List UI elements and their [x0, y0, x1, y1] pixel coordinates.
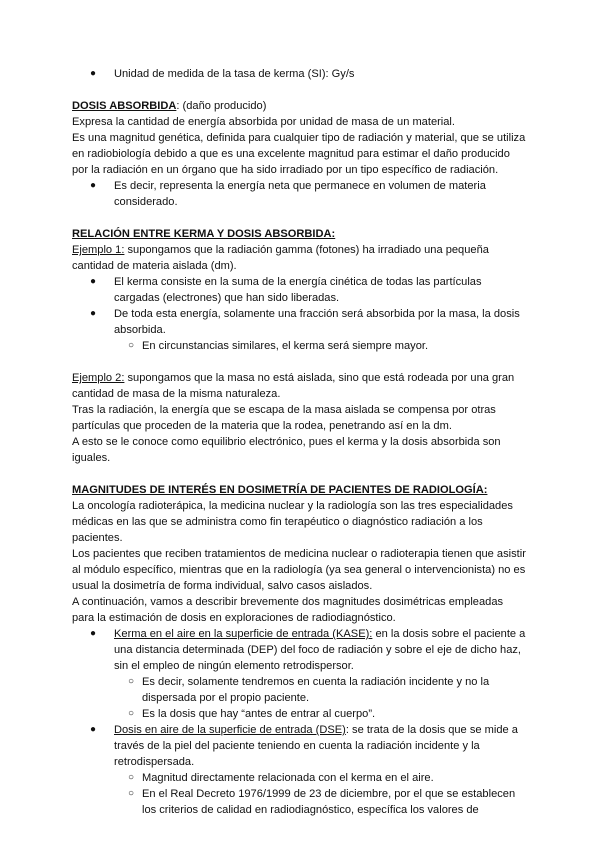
list-item	[72, 722, 528, 770]
list-item-text: : se trata de la dosis que se mide a través de la piel del paciente teniendo en cuenta la radiación incidente y la retrodispersada.	[114, 724, 518, 768]
document-page	[72, 66, 528, 818]
bullet-icon: ●	[90, 180, 97, 191]
sub-list-item	[72, 338, 528, 354]
bullet-icon: ●	[90, 68, 97, 79]
paragraph: Los pacientes que reciben tratamientos de medicina nuclear o radioterapia tienen que asistir al módulo específico, mientras que en la radiología (ya sea general o intervencionista) no es usual la dosimetría de forma individual, salvo casos aislados.	[72, 548, 526, 592]
sub-bullet-icon: ○	[128, 340, 135, 351]
example-text: supongamos que la masa no está aislada, sino que está rodeada por una gran cantidad de masa de la misma naturaleza.	[72, 372, 515, 400]
list-item-text: El kerma consiste en la suma de la energía cinética de todas las partículas cargadas (electrones) que han sido liberadas.	[114, 276, 482, 304]
bullet-icon: ●	[90, 276, 97, 287]
paragraph: A continuación, vamos a describir brevemente dos magnitudes dosimétricas empleadas para la estimación de dosis en exploraciones de radiodiagnóstico.	[72, 596, 504, 624]
sub-list-item	[72, 706, 528, 722]
example-label: Ejemplo 2:	[72, 372, 125, 384]
list-item-text: Es decir, representa la energía neta que permanece en volumen de materia considerado.	[114, 180, 486, 208]
example-label: Ejemplo 1:	[72, 244, 125, 256]
sub-bullet-icon: ○	[128, 708, 135, 719]
paragraph	[72, 242, 528, 274]
paragraph	[72, 370, 528, 402]
sub-list-item	[72, 786, 528, 818]
list-item-text: Unidad de medida de la tasa de kerma (SI): Gy/s	[114, 68, 355, 80]
bullet-icon: ●	[90, 724, 97, 735]
paragraph: Es una magnitud genética, definida para cualquier tipo de radiación y material, que se utiliza en radiobiología debido a que es una excelente magnitud para estimar el daño producido por la radiación en un órgano que ha sido irradiado por un tipo específico de radiación.	[72, 132, 526, 176]
paragraph: La oncología radioterápica, la medicina nuclear y la radiología son las tres especialidades médicas en las que se administra como fin terapéutico o diagnóstico radiación a los pacientes.	[72, 500, 513, 544]
paragraph: Tras la radiación, la energía que se escapa de la masa aislada se compensa por otras partículas que proceden de la materia que la rodea, penetrando así en la dm.	[72, 404, 496, 432]
term-label: Dosis en aire de la superficie de entrada (DSE)	[114, 724, 346, 736]
sub-bullet-icon: ○	[128, 676, 135, 687]
sub-list-item	[72, 674, 528, 706]
list-item-text: Es la dosis que hay “antes de entrar al cuerpo”.	[142, 708, 376, 720]
section-title: MAGNITUDES DE INTERÉS EN DOSIMETRÍA DE PACIENTES DE RADIOLOGÍA:	[72, 484, 488, 496]
example-text: supongamos que la radiación gamma (fotones) ha irradiado una pequeña cantidad de materia aislada (dm).	[72, 244, 489, 272]
list-item-text: En el Real Decreto 1976/1999 de 23 de diciembre, por el que se establecen los criterios de calidad en radiodiagnóstico, específica los valores de	[142, 788, 516, 816]
section-title: RELACIÓN ENTRE KERMA Y DOSIS ABSORBIDA:	[72, 228, 336, 240]
section-heading-dosis	[72, 98, 528, 114]
paragraph: Expresa la cantidad de energía absorbida por unidad de masa de un material.	[72, 116, 455, 128]
bullet-icon: ●	[90, 308, 97, 319]
sub-bullet-icon: ○	[128, 772, 135, 783]
list-item	[72, 274, 528, 306]
sub-list-item	[72, 770, 528, 786]
list-item	[72, 178, 528, 210]
list-item-text: Es decir, solamente tendremos en cuenta la radiación incidente y no la dispersada por el propio paciente.	[142, 676, 490, 704]
sub-bullet-icon: ○	[128, 788, 135, 799]
list-item-text: De toda esta energía, solamente una fracción será absorbida por la masa, la dosis absorbida.	[114, 308, 520, 336]
term-label: Kerma en el aire en la superficie de entrada (KASE):	[114, 628, 373, 640]
list-item	[72, 66, 528, 82]
section-title: DOSIS ABSORBIDA	[72, 100, 177, 112]
bullet-icon: ●	[90, 628, 97, 639]
list-item-text: Magnitud directamente relacionada con el kerma en el aire.	[142, 772, 434, 784]
list-item	[72, 626, 528, 674]
list-item	[72, 306, 528, 338]
paragraph: A esto se le conoce como equilibrio electrónico, pues el kerma y la dosis absorbida son iguales.	[72, 436, 501, 464]
list-item-text: En circunstancias similares, el kerma será siempre mayor.	[142, 340, 429, 352]
section-title-suffix: : (daño producido)	[176, 100, 267, 112]
list-item-text: en la dosis sobre el paciente a una distancia determinada (DEP) del foco de radiación y sobre el eje de dicho haz, sin el empleo de ningún elemento retrodispersor.	[114, 628, 526, 672]
